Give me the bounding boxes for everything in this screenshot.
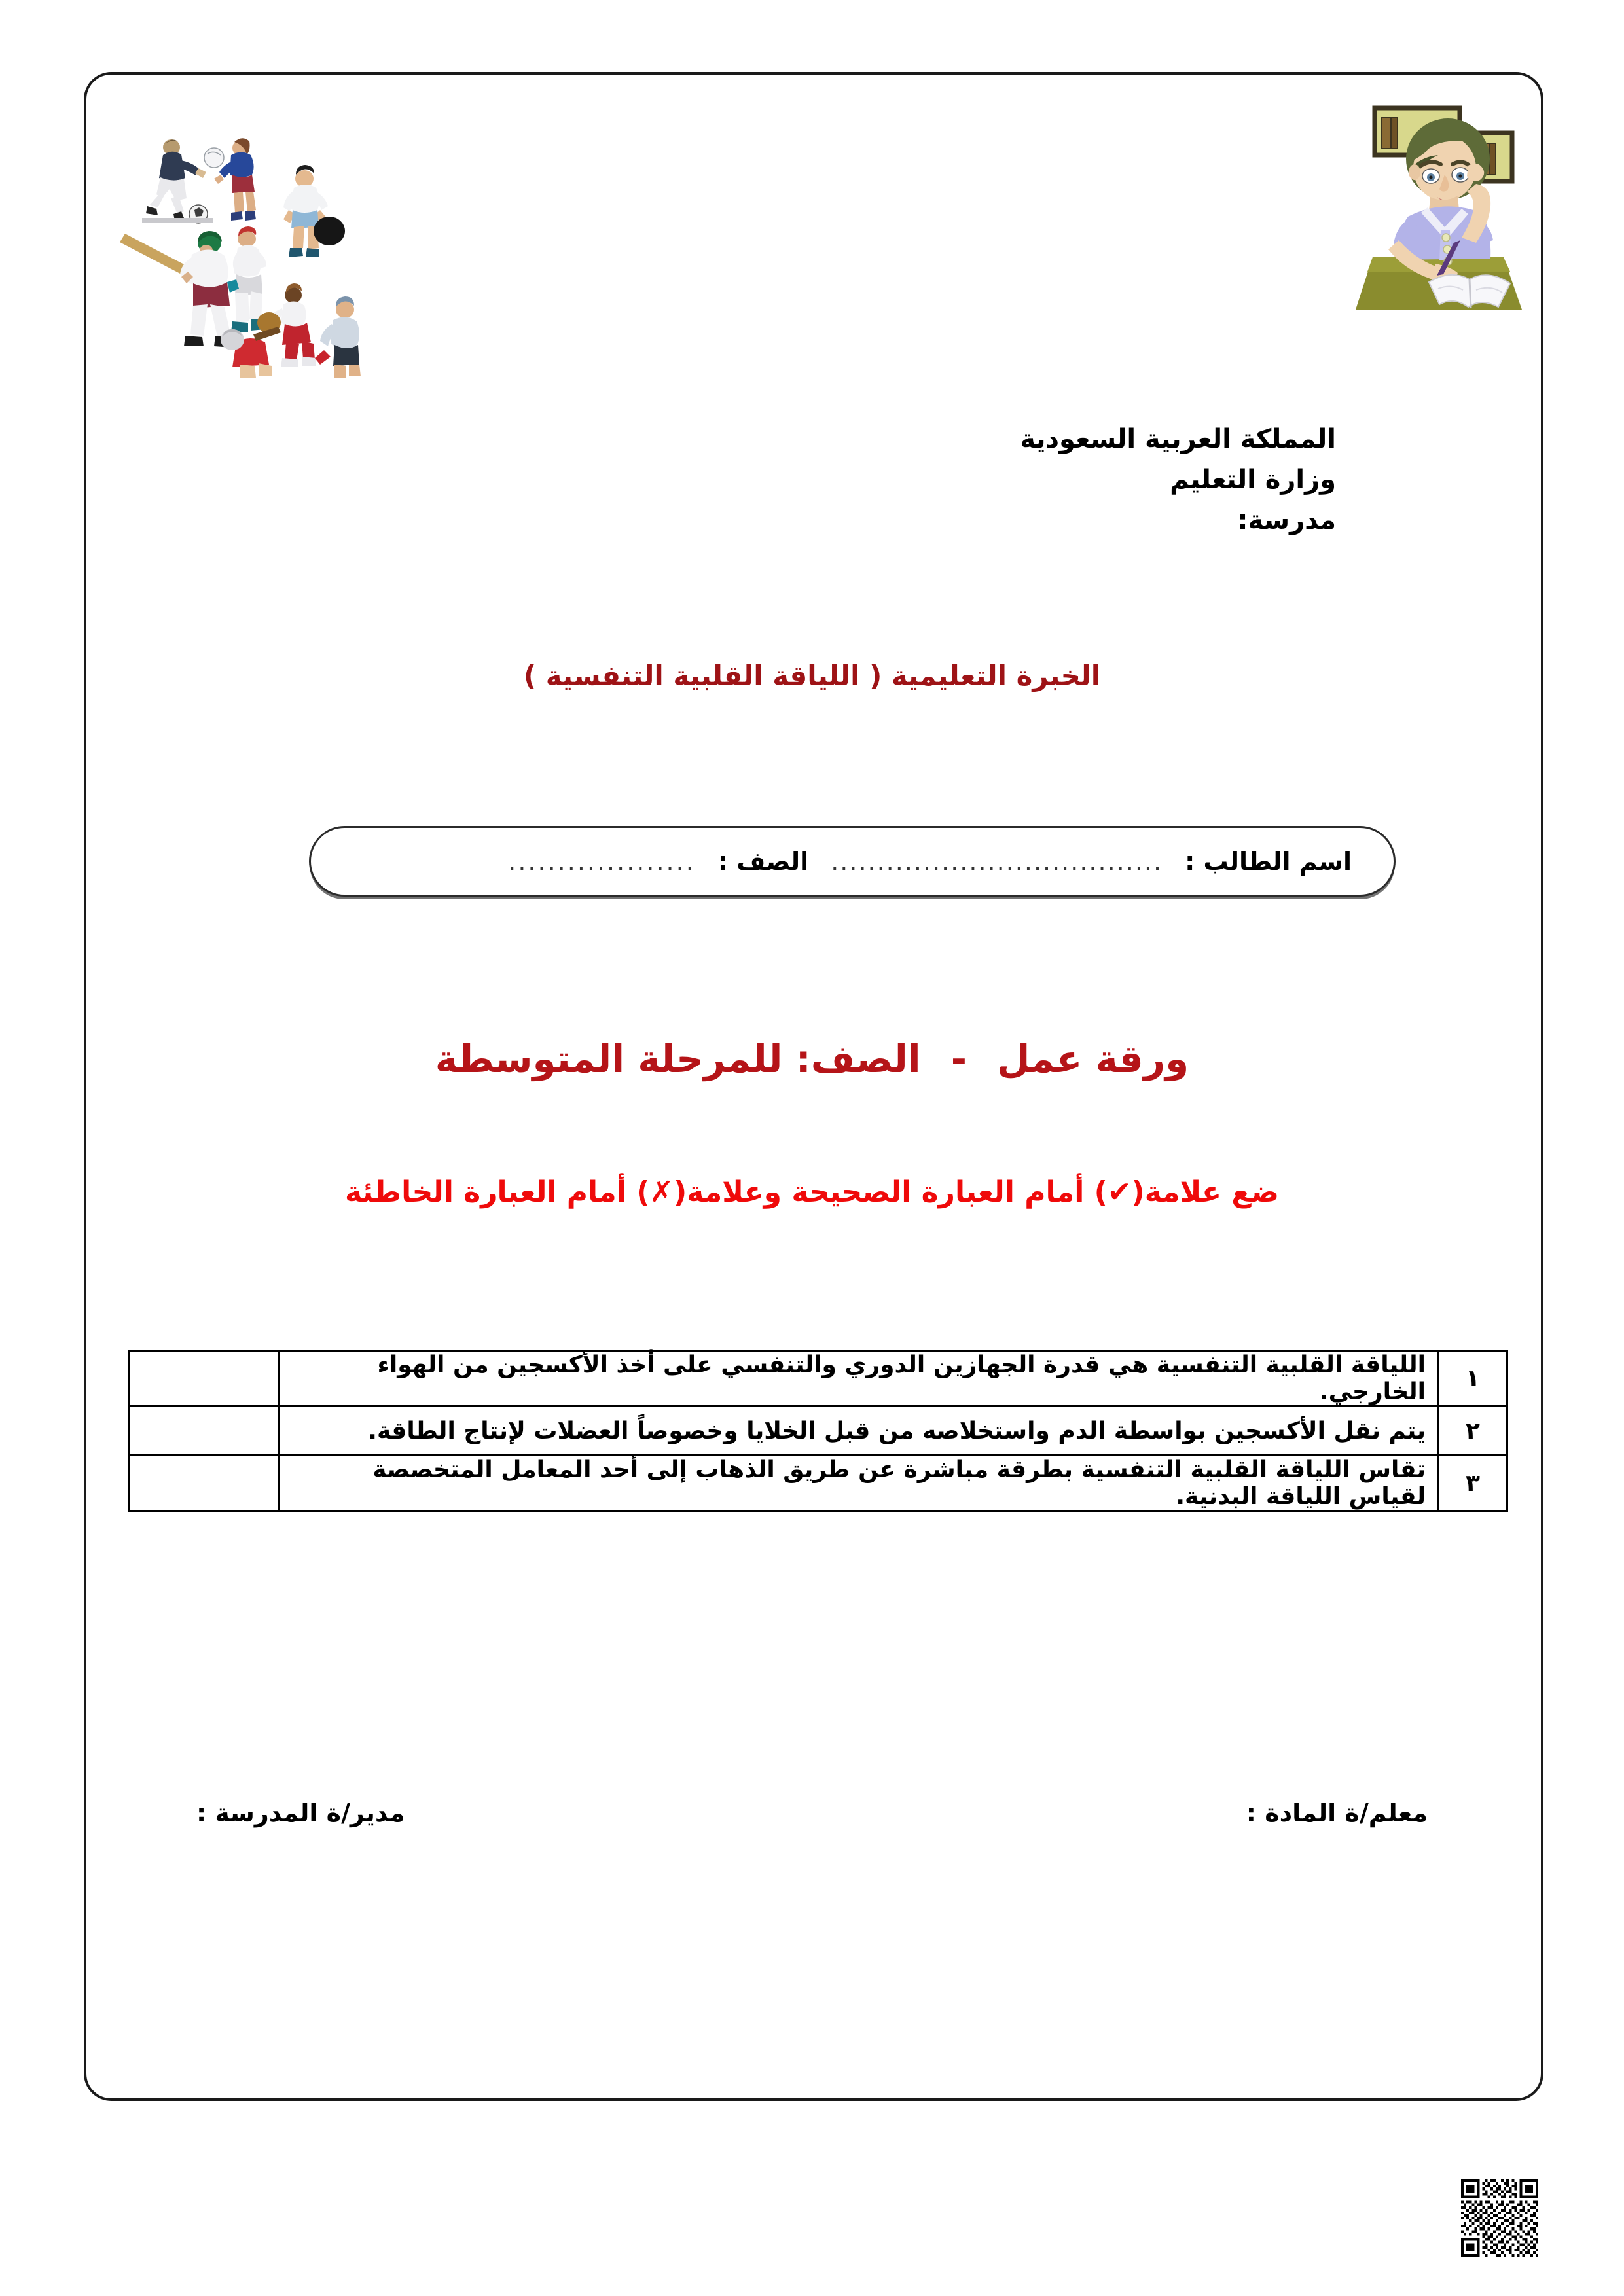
teacher-signature-label: معلم/ة المادة : [1246,1799,1428,1827]
school-name-label: مدرسة: [1237,505,1336,535]
heading-dash: - [950,1037,967,1081]
principal-signature-label: مدير/ة المدرسة : [196,1799,405,1827]
table-row [130,1456,1507,1511]
signature-row [196,1799,1428,1827]
sports-players-collage-image [108,115,370,380]
heading-class-label: الصف: [795,1037,921,1081]
educational-experience-title: الخبرة التعليمية ( اللياقة القلبية التنفسية ) [523,660,1101,692]
statement-text: تقاس اللياقة القلبية التنفسية بطرقة مباشرة عن طريق الذهاب إلى أحد المعامل المتخصصة لقياس اللياقة البدنية. [280,1456,1439,1511]
worksheet-label: ورقة عمل [997,1037,1189,1081]
answer-cell[interactable] [130,1351,280,1407]
ministry-name: وزارة التعليم [1170,465,1336,495]
qr-code-image [1461,2179,1538,2257]
row-number: ٣ [1439,1456,1507,1511]
table-row [130,1407,1507,1456]
school-header-block [930,419,1336,541]
instruction-line: ضع علامة(✔) أمام العبارة الصحيحة وعلامة(✗) أمام العبارة الخاطئة [344,1175,1279,1209]
student-name-label: اسم الطالب : [1185,847,1352,876]
country-name: المملكة العربية السعودية [1020,424,1336,454]
heading-stage: للمرحلة المتوسطة [435,1037,783,1081]
student-studying-at-desk-image [1345,88,1532,311]
statements-table [128,1350,1508,1512]
row-number: ١ [1439,1351,1507,1407]
table-row [130,1351,1507,1407]
student-info-box [309,826,1396,897]
statement-text: يتم نقل الأكسجين بواسطة الدم واستخلاصه من قبل الخلايا وخصوصاً العضلات لإنتاج الطاقة. [280,1407,1439,1456]
class-label: الصف : [717,847,809,876]
answer-cell[interactable] [130,1456,280,1511]
statements-table-body [130,1351,1507,1511]
row-number: ٢ [1439,1407,1507,1456]
student-name-blank[interactable]: .................................... [831,847,1163,876]
answer-cell[interactable] [130,1407,280,1456]
class-blank[interactable]: ................... [508,847,696,876]
statement-text: اللياقة القلبية التنفسية هي قدرة الجهازين الدوري والتنفسي على أخذ الأكسجين من الهواء الخارجي. [280,1351,1439,1407]
worksheet-heading [0,1037,1624,1081]
